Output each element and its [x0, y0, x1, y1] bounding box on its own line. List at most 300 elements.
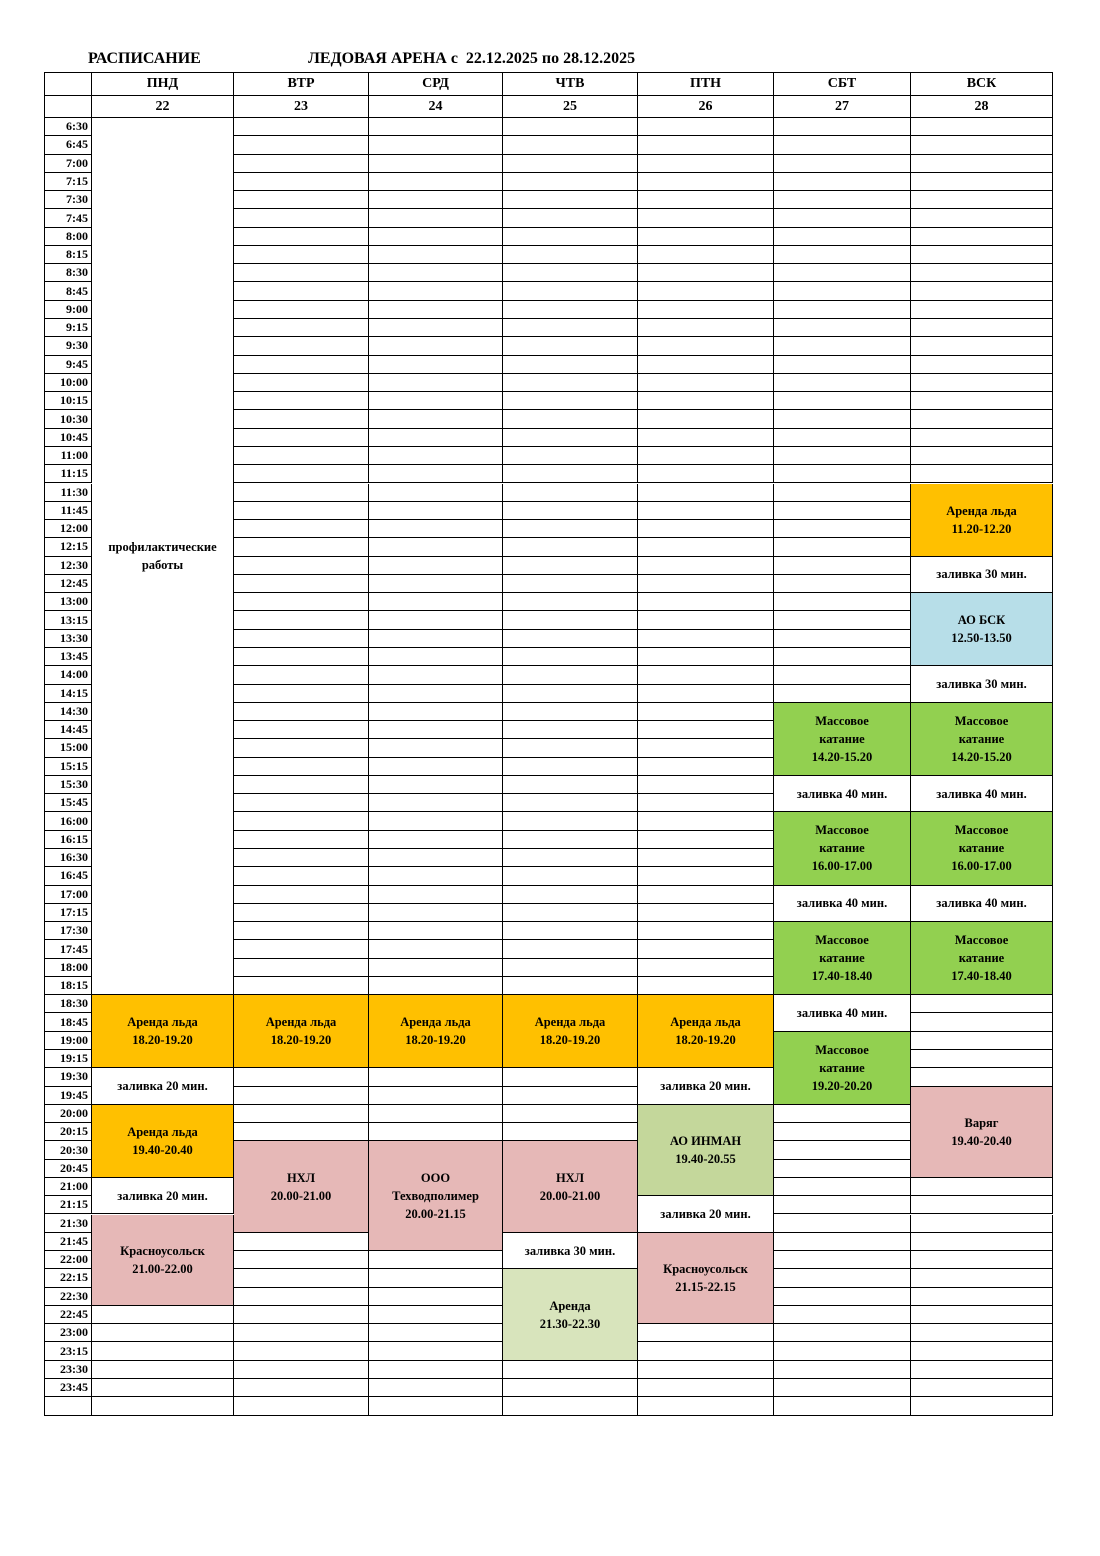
- empty-slot: [369, 1397, 503, 1415]
- empty-slot: [503, 721, 638, 739]
- empty-slot: [369, 758, 503, 776]
- empty-slot: [638, 794, 774, 812]
- empty-slot: [234, 282, 369, 300]
- empty-slot: [911, 465, 1053, 483]
- empty-slot: [774, 611, 911, 629]
- empty-slot: [503, 228, 638, 246]
- time-label: 7:45: [45, 209, 92, 227]
- empty-slot: [638, 703, 774, 721]
- time-label: 11:15: [45, 465, 92, 483]
- empty-slot: [638, 374, 774, 392]
- time-label: 9:15: [45, 319, 92, 337]
- day-date-header: 28: [911, 96, 1053, 118]
- empty-slot: [234, 630, 369, 648]
- time-label: 9:30: [45, 337, 92, 355]
- empty-slot: [234, 264, 369, 282]
- empty-slot: [369, 867, 503, 885]
- empty-slot: [234, 374, 369, 392]
- day-name-header: ПТН: [638, 73, 774, 96]
- empty-slot: [774, 356, 911, 374]
- time-label: 8:45: [45, 282, 92, 300]
- empty-slot: [92, 1306, 234, 1324]
- empty-slot: [774, 319, 911, 337]
- empty-slot: [234, 1251, 369, 1269]
- empty-slot: [369, 1105, 503, 1123]
- empty-slot: [234, 1269, 369, 1287]
- empty-slot: [234, 1342, 369, 1360]
- empty-slot: [638, 831, 774, 849]
- empty-slot: [638, 940, 774, 958]
- empty-slot: [774, 410, 911, 428]
- schedule-event: НХЛ 20.00-21.00: [503, 1141, 638, 1232]
- time-label: 18:15: [45, 977, 92, 995]
- empty-slot: [369, 282, 503, 300]
- empty-slot: [234, 1379, 369, 1397]
- empty-slot: [503, 977, 638, 995]
- time-label: 18:00: [45, 959, 92, 977]
- time-label: 22:30: [45, 1288, 92, 1306]
- empty-slot: [503, 246, 638, 264]
- empty-slot: [369, 502, 503, 520]
- empty-slot: [911, 447, 1053, 465]
- time-label: 10:45: [45, 429, 92, 447]
- empty-slot: [911, 1068, 1053, 1086]
- empty-slot: [369, 977, 503, 995]
- time-label: 19:45: [45, 1087, 92, 1105]
- schedule-event: заливка 30 мин.: [503, 1233, 638, 1270]
- empty-slot: [503, 155, 638, 173]
- empty-slot: [369, 1251, 503, 1269]
- empty-slot: [774, 429, 911, 447]
- empty-slot: [503, 465, 638, 483]
- empty-slot: [911, 301, 1053, 319]
- empty-slot: [503, 429, 638, 447]
- empty-slot: [234, 1105, 369, 1123]
- empty-slot: [369, 739, 503, 757]
- empty-slot: [503, 319, 638, 337]
- schedule-event: Аренда 21.30-22.30: [503, 1269, 638, 1360]
- empty-slot: [638, 429, 774, 447]
- header-corner: [45, 96, 92, 118]
- empty-slot: [503, 666, 638, 684]
- empty-slot: [503, 758, 638, 776]
- time-label: 22:00: [45, 1251, 92, 1269]
- time-label: 15:30: [45, 776, 92, 794]
- empty-slot: [369, 356, 503, 374]
- empty-slot: [234, 557, 369, 575]
- empty-slot: [774, 1178, 911, 1196]
- empty-slot: [911, 374, 1053, 392]
- empty-slot: [503, 940, 638, 958]
- empty-slot: [774, 337, 911, 355]
- empty-slot: [638, 721, 774, 739]
- schedule-event: заливка 20 мин.: [92, 1178, 234, 1215]
- empty-slot: [234, 1068, 369, 1086]
- empty-slot: [774, 1269, 911, 1287]
- empty-slot: [774, 1379, 911, 1397]
- empty-slot: [638, 867, 774, 885]
- empty-slot: [774, 1233, 911, 1251]
- empty-slot: [911, 1233, 1053, 1251]
- day-date-header: 27: [774, 96, 911, 118]
- empty-slot: [638, 447, 774, 465]
- empty-slot: [774, 465, 911, 483]
- empty-slot: [369, 228, 503, 246]
- time-label: 7:30: [45, 191, 92, 209]
- empty-slot: [503, 886, 638, 904]
- empty-slot: [911, 246, 1053, 264]
- empty-slot: [369, 886, 503, 904]
- empty-slot: [503, 136, 638, 154]
- empty-slot: [234, 1288, 369, 1306]
- empty-slot: [369, 209, 503, 227]
- time-label: 14:45: [45, 721, 92, 739]
- empty-slot: [503, 922, 638, 940]
- empty-slot: [234, 794, 369, 812]
- empty-slot: [234, 849, 369, 867]
- empty-slot: [774, 666, 911, 684]
- time-label: 21:30: [45, 1215, 92, 1233]
- empty-slot: [911, 1032, 1053, 1050]
- empty-slot: [503, 392, 638, 410]
- empty-slot: [369, 264, 503, 282]
- empty-slot: [774, 209, 911, 227]
- schedule-event: заливка 20 мин.: [638, 1196, 774, 1233]
- empty-slot: [369, 447, 503, 465]
- empty-slot: [234, 685, 369, 703]
- empty-slot: [503, 1105, 638, 1123]
- empty-slot: [638, 155, 774, 173]
- empty-slot: [638, 319, 774, 337]
- empty-slot: [234, 648, 369, 666]
- empty-slot: [369, 465, 503, 483]
- empty-slot: [234, 465, 369, 483]
- empty-slot: [234, 209, 369, 227]
- schedule-event: заливка 20 мин.: [92, 1068, 234, 1105]
- empty-slot: [369, 849, 503, 867]
- empty-slot: [638, 1342, 774, 1360]
- empty-slot: [774, 1324, 911, 1342]
- empty-slot: [911, 1013, 1053, 1031]
- empty-slot: [911, 264, 1053, 282]
- empty-slot: [369, 1288, 503, 1306]
- empty-slot: [234, 758, 369, 776]
- time-label: 20:00: [45, 1105, 92, 1123]
- time-label: [45, 1397, 92, 1415]
- empty-slot: [774, 630, 911, 648]
- empty-slot: [369, 118, 503, 136]
- header-corner: [45, 73, 92, 96]
- schedule-event: Массовое катание 16.00-17.00: [774, 812, 911, 885]
- time-label: 10:15: [45, 392, 92, 410]
- empty-slot: [369, 1123, 503, 1141]
- empty-slot: [369, 904, 503, 922]
- empty-slot: [503, 812, 638, 830]
- empty-slot: [911, 155, 1053, 173]
- time-label: 19:15: [45, 1050, 92, 1068]
- empty-slot: [234, 173, 369, 191]
- time-label: 17:00: [45, 886, 92, 904]
- empty-slot: [503, 1361, 638, 1379]
- empty-slot: [503, 447, 638, 465]
- empty-slot: [638, 484, 774, 502]
- empty-slot: [369, 630, 503, 648]
- empty-slot: [369, 685, 503, 703]
- empty-slot: [774, 136, 911, 154]
- empty-slot: [234, 392, 369, 410]
- empty-slot: [369, 557, 503, 575]
- empty-slot: [369, 337, 503, 355]
- time-label: 21:00: [45, 1178, 92, 1196]
- time-label: 13:15: [45, 611, 92, 629]
- empty-slot: [234, 155, 369, 173]
- schedule-event: Красноусольск 21.15-22.15: [638, 1233, 774, 1324]
- time-label: 23:15: [45, 1342, 92, 1360]
- time-label: 12:30: [45, 557, 92, 575]
- empty-slot: [774, 1288, 911, 1306]
- empty-slot: [638, 538, 774, 556]
- empty-slot: [234, 776, 369, 794]
- arena-date-range-title: ЛЕДОВАЯ АРЕНА с 22.12.2025 по 28.12.2025: [308, 50, 636, 67]
- empty-slot: [234, 1306, 369, 1324]
- schedule-event: Аренда льда 18.20-19.20: [92, 995, 234, 1068]
- time-label: 19:00: [45, 1032, 92, 1050]
- empty-slot: [774, 575, 911, 593]
- schedule-event: Массовое катание 14.20-15.20: [911, 703, 1053, 776]
- schedule-event: НХЛ 20.00-21.00: [234, 1141, 369, 1232]
- empty-slot: [369, 1379, 503, 1397]
- empty-slot: [911, 136, 1053, 154]
- empty-slot: [638, 922, 774, 940]
- empty-slot: [503, 191, 638, 209]
- empty-slot: [369, 922, 503, 940]
- empty-slot: [503, 575, 638, 593]
- empty-slot: [234, 228, 369, 246]
- empty-slot: [369, 794, 503, 812]
- day-name-header: ПНД: [92, 73, 234, 96]
- day-name-header: ВТР: [234, 73, 369, 96]
- empty-slot: [369, 538, 503, 556]
- empty-slot: [234, 319, 369, 337]
- empty-slot: [911, 1379, 1053, 1397]
- empty-slot: [774, 557, 911, 575]
- day-date-header: 24: [369, 96, 503, 118]
- empty-slot: [234, 703, 369, 721]
- empty-slot: [638, 812, 774, 830]
- empty-slot: [234, 867, 369, 885]
- empty-slot: [369, 191, 503, 209]
- empty-slot: [234, 410, 369, 428]
- empty-slot: [774, 685, 911, 703]
- empty-slot: [234, 831, 369, 849]
- empty-slot: [369, 301, 503, 319]
- empty-slot: [234, 812, 369, 830]
- empty-slot: [369, 429, 503, 447]
- schedule-event: АО ИНМАН 19.40-20.55: [638, 1105, 774, 1196]
- empty-slot: [234, 538, 369, 556]
- empty-slot: [369, 575, 503, 593]
- empty-slot: [638, 739, 774, 757]
- empty-slot: [774, 1361, 911, 1379]
- empty-slot: [503, 502, 638, 520]
- empty-slot: [369, 1087, 503, 1105]
- empty-slot: [774, 593, 911, 611]
- empty-slot: [369, 611, 503, 629]
- empty-slot: [774, 173, 911, 191]
- schedule-event: заливка 40 мин.: [911, 886, 1053, 923]
- empty-slot: [774, 155, 911, 173]
- empty-slot: [503, 410, 638, 428]
- time-label: 13:30: [45, 630, 92, 648]
- empty-slot: [774, 502, 911, 520]
- empty-slot: [234, 118, 369, 136]
- empty-slot: [911, 209, 1053, 227]
- empty-slot: [369, 1306, 503, 1324]
- empty-slot: [774, 520, 911, 538]
- empty-slot: [911, 337, 1053, 355]
- empty-slot: [638, 301, 774, 319]
- empty-slot: [911, 1288, 1053, 1306]
- empty-slot: [774, 538, 911, 556]
- empty-slot: [369, 1068, 503, 1086]
- empty-slot: [774, 191, 911, 209]
- empty-slot: [234, 301, 369, 319]
- empty-slot: [234, 940, 369, 958]
- empty-slot: [234, 959, 369, 977]
- empty-slot: [638, 1379, 774, 1397]
- empty-slot: [369, 593, 503, 611]
- time-label: 7:00: [45, 155, 92, 173]
- empty-slot: [911, 1215, 1053, 1233]
- empty-slot: [503, 1068, 638, 1086]
- schedule-event: Аренда льда 18.20-19.20: [503, 995, 638, 1068]
- empty-slot: [774, 264, 911, 282]
- empty-slot: [638, 410, 774, 428]
- empty-slot: [234, 593, 369, 611]
- time-label: 21:15: [45, 1196, 92, 1214]
- day-date-header: 23: [234, 96, 369, 118]
- empty-slot: [234, 575, 369, 593]
- empty-slot: [234, 429, 369, 447]
- day-name-header: СБТ: [774, 73, 911, 96]
- empty-slot: [774, 374, 911, 392]
- time-label: 17:30: [45, 922, 92, 940]
- empty-slot: [774, 1215, 911, 1233]
- empty-slot: [503, 611, 638, 629]
- schedule-event: Варяг 19.40-20.40: [911, 1087, 1053, 1178]
- empty-slot: [234, 666, 369, 684]
- empty-slot: [503, 867, 638, 885]
- empty-slot: [234, 1233, 369, 1251]
- time-label: 16:45: [45, 867, 92, 885]
- time-label: 20:15: [45, 1123, 92, 1141]
- empty-slot: [503, 739, 638, 757]
- day-date-header: 26: [638, 96, 774, 118]
- schedule-event: заливка 40 мин.: [774, 886, 911, 923]
- empty-slot: [369, 1361, 503, 1379]
- empty-slot: [638, 648, 774, 666]
- empty-slot: [774, 118, 911, 136]
- empty-slot: [503, 173, 638, 191]
- schedule-event: Массовое катание 19.20-20.20: [774, 1032, 911, 1105]
- empty-slot: [911, 191, 1053, 209]
- empty-slot: [774, 392, 911, 410]
- schedule-event: Аренда льда 19.40-20.40: [92, 1105, 234, 1178]
- time-label: 11:30: [45, 484, 92, 502]
- empty-slot: [911, 1269, 1053, 1287]
- empty-slot: [638, 1397, 774, 1415]
- empty-slot: [503, 374, 638, 392]
- empty-slot: [369, 666, 503, 684]
- empty-slot: [503, 1379, 638, 1397]
- empty-slot: [911, 173, 1053, 191]
- empty-slot: [234, 1087, 369, 1105]
- empty-slot: [503, 337, 638, 355]
- schedule-event: заливка 40 мин.: [774, 995, 911, 1032]
- empty-slot: [234, 337, 369, 355]
- time-label: 16:15: [45, 831, 92, 849]
- empty-slot: [503, 484, 638, 502]
- schedule-event: ООО Техводполимер 20.00-21.15: [369, 1141, 503, 1251]
- empty-slot: [638, 282, 774, 300]
- schedule-event: Аренда льда 18.20-19.20: [234, 995, 369, 1068]
- time-label: 23:30: [45, 1361, 92, 1379]
- empty-slot: [92, 1379, 234, 1397]
- empty-slot: [911, 1251, 1053, 1269]
- empty-slot: [638, 575, 774, 593]
- schedule-event: заливка 20 мин.: [638, 1068, 774, 1105]
- empty-slot: [503, 593, 638, 611]
- empty-slot: [234, 977, 369, 995]
- empty-slot: [774, 246, 911, 264]
- time-label: 17:45: [45, 940, 92, 958]
- empty-slot: [638, 776, 774, 794]
- time-label: 18:45: [45, 1013, 92, 1031]
- empty-slot: [638, 959, 774, 977]
- empty-slot: [911, 228, 1053, 246]
- empty-slot: [503, 831, 638, 849]
- empty-slot: [911, 118, 1053, 136]
- empty-slot: [638, 593, 774, 611]
- empty-slot: [638, 209, 774, 227]
- empty-slot: [911, 1361, 1053, 1379]
- time-label: 23:45: [45, 1379, 92, 1397]
- empty-slot: [234, 520, 369, 538]
- time-label: 14:30: [45, 703, 92, 721]
- empty-slot: [369, 410, 503, 428]
- time-label: 10:00: [45, 374, 92, 392]
- empty-slot: [911, 1324, 1053, 1342]
- empty-slot: [638, 630, 774, 648]
- empty-slot: [638, 977, 774, 995]
- empty-slot: [369, 776, 503, 794]
- empty-slot: [369, 155, 503, 173]
- empty-slot: [503, 630, 638, 648]
- time-label: 8:30: [45, 264, 92, 282]
- empty-slot: [369, 812, 503, 830]
- empty-slot: [638, 465, 774, 483]
- empty-slot: [234, 886, 369, 904]
- schedule-event: Массовое катание 14.20-15.20: [774, 703, 911, 776]
- empty-slot: [503, 703, 638, 721]
- empty-slot: [503, 538, 638, 556]
- empty-slot: [503, 557, 638, 575]
- empty-slot: [911, 1196, 1053, 1214]
- time-label: 20:45: [45, 1160, 92, 1178]
- time-label: 15:45: [45, 794, 92, 812]
- time-label: 12:45: [45, 575, 92, 593]
- day-name-header: ЧТВ: [503, 73, 638, 96]
